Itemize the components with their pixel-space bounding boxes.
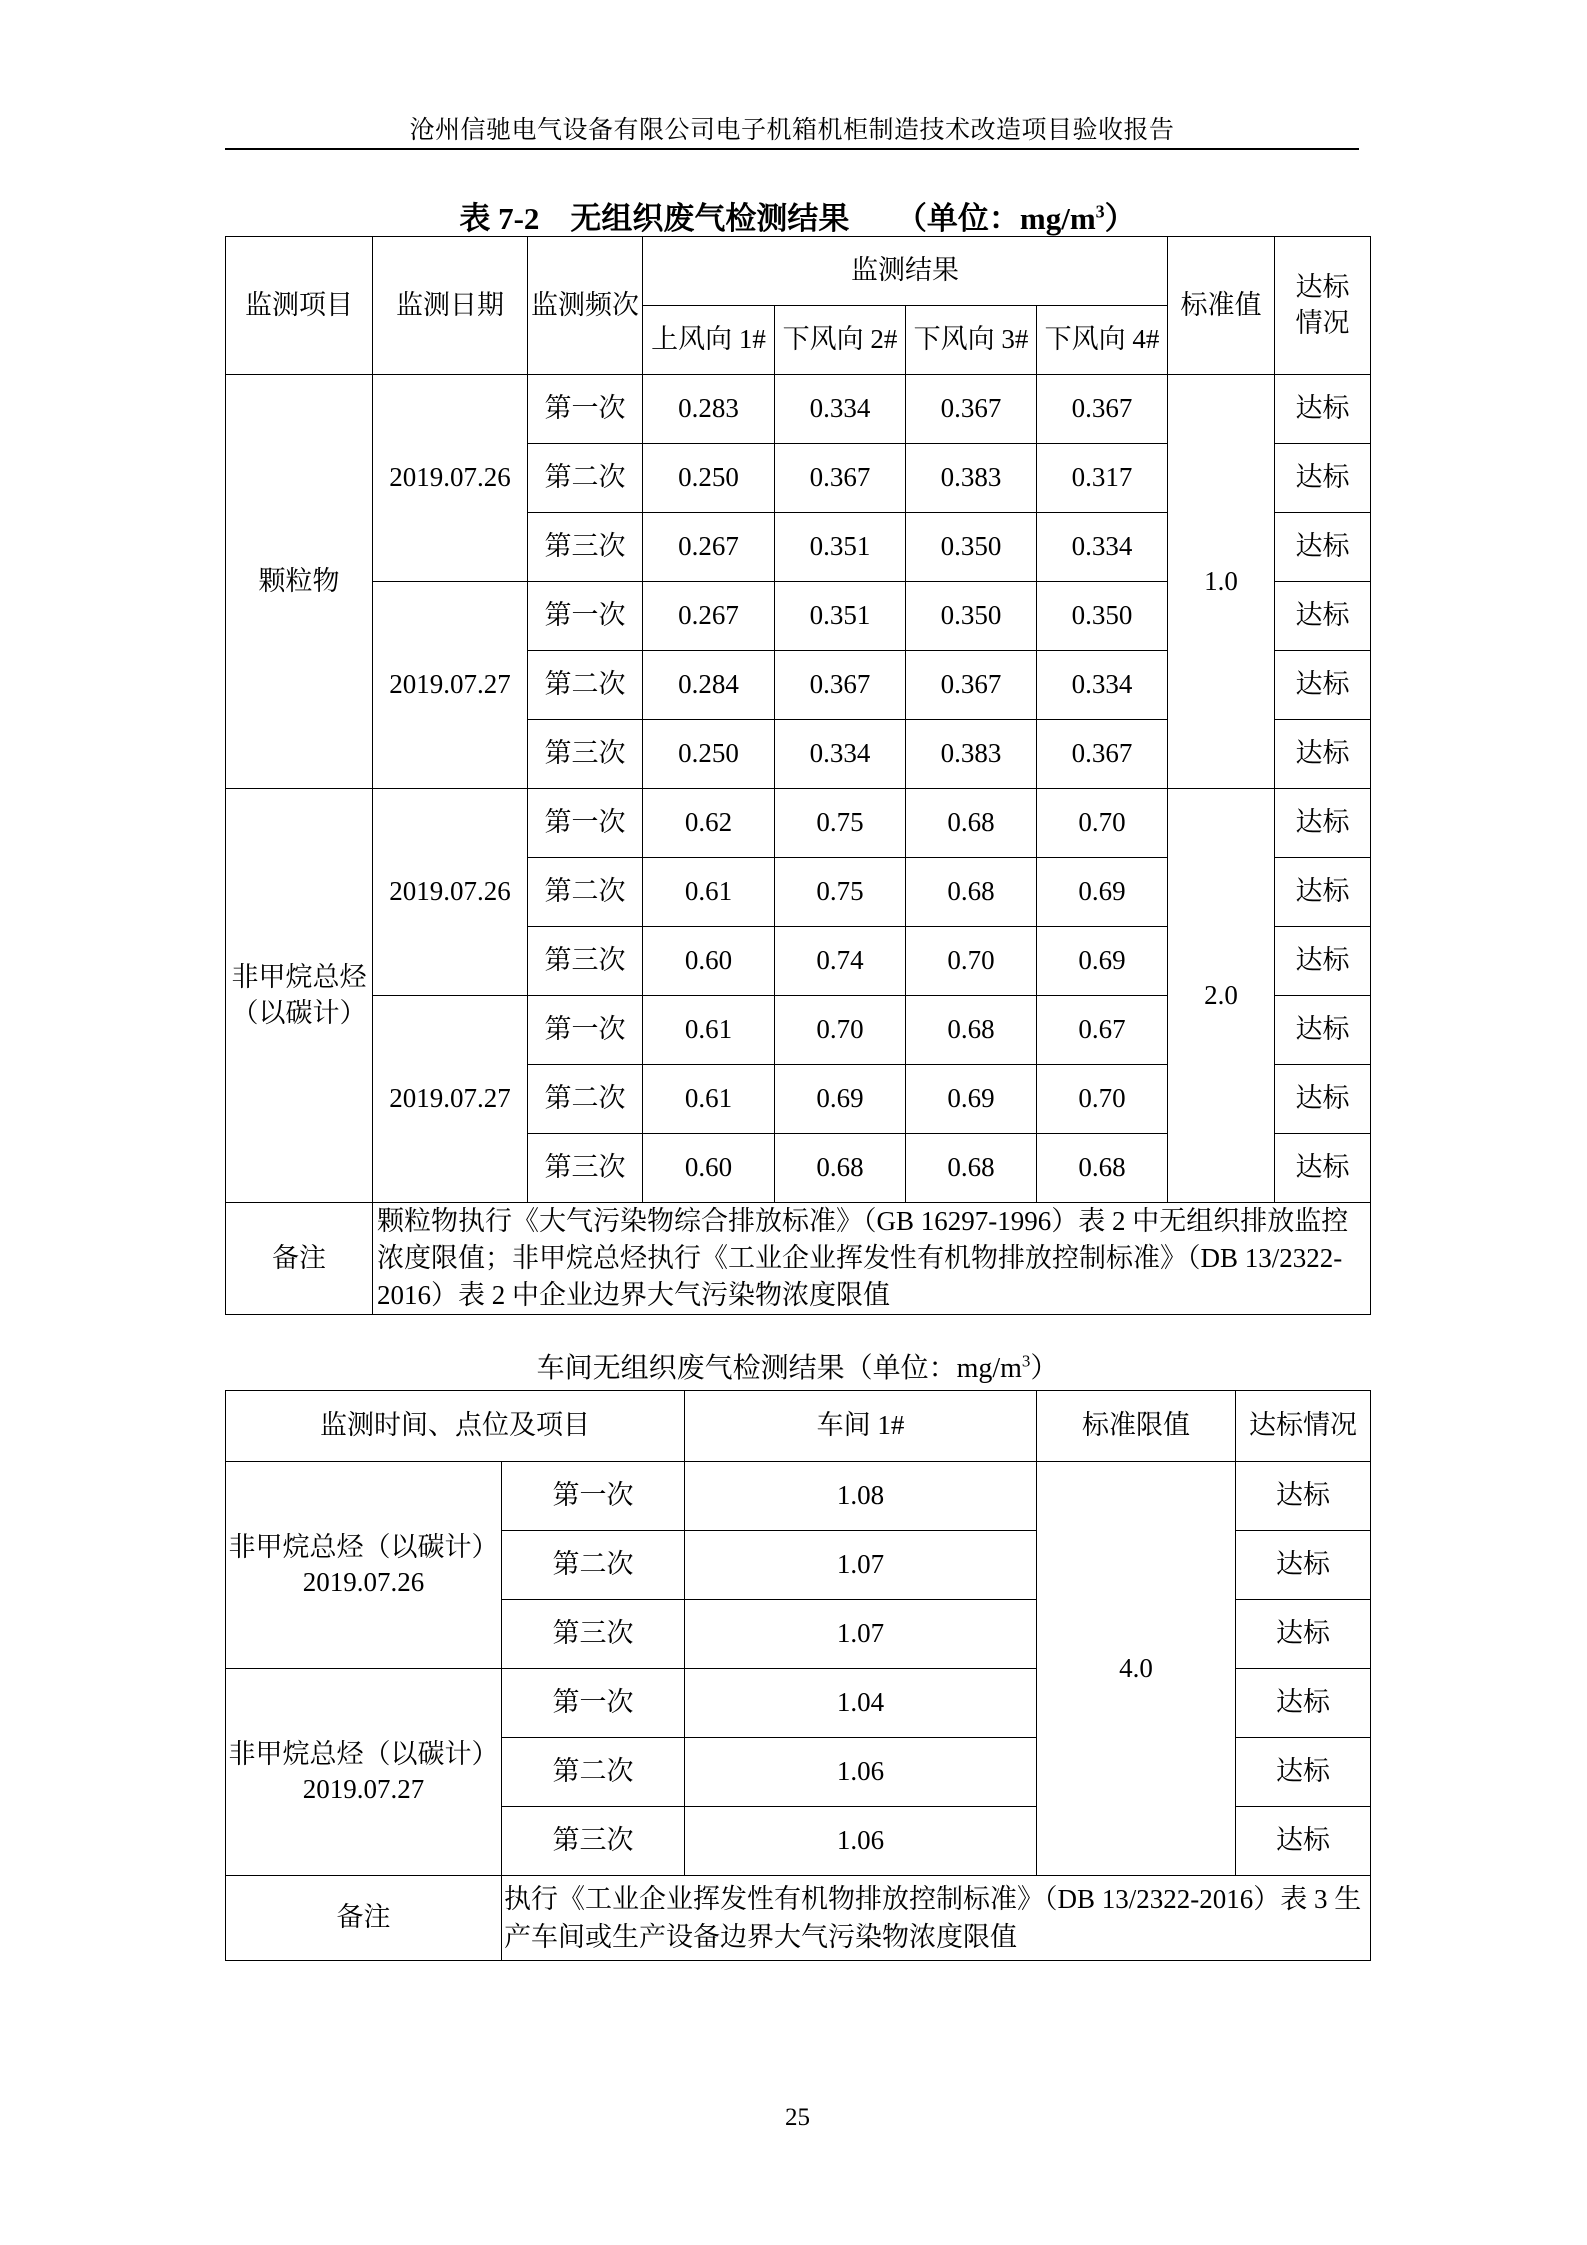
frequency-cell: 第一次 [528,582,643,651]
value-cell: 0.350 [1037,582,1168,651]
value-cell: 0.383 [906,720,1037,789]
value-cell: 0.334 [1037,513,1168,582]
page-header: 沧州信驰电气设备有限公司电子机箱机柜制造技术改造项目验收报告 [409,117,1175,144]
frequency-cell: 第三次 [502,1600,685,1669]
value-cell: 1.06 [685,1807,1037,1876]
frequency-cell: 第二次 [502,1531,685,1600]
value-cell: 0.67 [1037,996,1168,1065]
value-cell: 0.351 [775,582,906,651]
value-cell: 0.283 [643,375,775,444]
header-frequency: 监测频次 [528,237,643,375]
header-date: 监测日期 [373,237,528,375]
status-cell: 达标 [1275,1065,1371,1134]
header-status: 达标情况 [1275,237,1371,375]
value-cell: 0.68 [906,858,1037,927]
status-cell: 达标 [1275,444,1371,513]
status-cell: 达标 [1275,996,1371,1065]
monitoring-item-cell: 颗粒物 [226,375,373,789]
monitoring-item: 非甲烷总烃（以碳计） [228,1738,499,1769]
status-cell: 达标 [1236,1462,1371,1531]
value-cell: 0.68 [906,789,1037,858]
value-cell: 1.07 [685,1600,1037,1669]
frequency-cell: 第二次 [502,1738,685,1807]
frequency-cell: 第一次 [528,375,643,444]
frequency-cell: 第三次 [528,720,643,789]
status-cell: 达标 [1275,1134,1371,1203]
table-row [226,789,1371,858]
value-cell: 0.69 [775,1065,906,1134]
value-cell: 0.61 [643,1065,775,1134]
status-cell: 达标 [1275,513,1371,582]
monitoring-date: 2019.07.26 [302,1567,425,1597]
item-date-cell [226,1462,502,1669]
frequency-cell: 第三次 [528,927,643,996]
monitoring-date-cell: 2019.07.26 [373,789,528,996]
table2-caption-close: ） [1030,1353,1059,1384]
status-cell: 达标 [1275,582,1371,651]
header-standard: 标准值 [1168,237,1275,375]
value-cell: 0.284 [643,651,775,720]
monitoring-date: 2019.07.27 [302,1774,425,1804]
value-cell: 0.383 [906,444,1037,513]
value-cell: 0.367 [775,444,906,513]
value-cell: 1.04 [685,1669,1037,1738]
standard-value-cell: 2.0 [1168,789,1275,1203]
header-result: 监测结果 [643,237,1168,306]
item-date-cell [226,1669,502,1876]
status-cell: 达标 [1275,375,1371,444]
header-item: 监测时间、点位及项目 [226,1391,685,1462]
frequency-cell: 第三次 [502,1807,685,1876]
value-cell: 0.61 [643,996,775,1065]
value-cell: 0.350 [906,513,1037,582]
status-cell: 达标 [1275,927,1371,996]
value-cell: 0.367 [775,651,906,720]
status-cell: 达标 [1275,858,1371,927]
value-cell: 0.60 [643,1134,775,1203]
value-cell: 0.61 [643,858,775,927]
value-cell: 0.70 [1037,789,1168,858]
value-cell: 0.334 [775,720,906,789]
frequency-cell: 第二次 [528,651,643,720]
note-text: 颗粒物执行《大气污染物综合排放标准》（GB 16297-1996）表 2 中无组织排放监控浓度限值；非甲烷总烃执行《工业企业挥发性有机物排放控制标准》（DB 13/2322-2016）表 2 中企业边界大气污染物浓度限值 [373,1203,1371,1315]
table2-caption [225,1346,1370,1386]
value-cell: 1.08 [685,1462,1037,1531]
note-row [226,1203,1371,1315]
table2-caption-text: 车间无组织废气检测结果（单位：mg/m [536,1353,1022,1384]
value-cell: 0.69 [1037,927,1168,996]
page-number: 25 [785,2104,810,2131]
table-row [226,1462,1371,1531]
note-row [226,1876,1371,1961]
table1-header-row [226,237,1371,306]
value-cell: 0.68 [906,996,1037,1065]
frequency-cell: 第一次 [528,789,643,858]
value-cell: 0.75 [775,858,906,927]
value-cell: 0.317 [1037,444,1168,513]
value-cell: 0.351 [775,513,906,582]
value-cell: 0.70 [775,996,906,1065]
value-cell: 0.367 [906,375,1037,444]
value-cell: 0.69 [906,1065,1037,1134]
header-point-2: 下风向 2# [775,306,906,375]
header-standard: 标准限值 [1037,1391,1236,1462]
value-cell: 0.367 [1037,720,1168,789]
status-cell: 达标 [1275,651,1371,720]
status-cell: 达标 [1236,1531,1371,1600]
value-cell: 1.06 [685,1738,1037,1807]
note-label: 备注 [226,1876,502,1961]
monitoring-date-cell: 2019.07.27 [373,996,528,1203]
value-cell: 0.75 [775,789,906,858]
value-cell: 0.250 [643,444,775,513]
frequency-cell: 第一次 [502,1669,685,1738]
value-cell: 0.68 [775,1134,906,1203]
standard-limit-cell: 4.0 [1037,1462,1236,1876]
note-text: 执行《工业企业挥发性有机物排放控制标准》（DB 13/2322-2016）表 3 生产车间或生产设备边界大气污染物浓度限值 [502,1876,1371,1961]
value-cell: 0.70 [1037,1065,1168,1134]
value-cell: 0.267 [643,582,775,651]
status-cell: 达标 [1236,1738,1371,1807]
table1-caption-text: 表 7-2 无组织废气检测结果 （单位：mg/m [459,201,1096,236]
table-row [226,375,1371,444]
monitoring-item-cell: 非甲烷总烃（以碳计） [226,789,373,1203]
frequency-cell: 第二次 [528,858,643,927]
unorganized-emission-table [225,236,1371,1315]
monitoring-date-cell: 2019.07.26 [373,375,528,582]
frequency-cell: 第一次 [502,1462,685,1531]
frequency-cell: 第一次 [528,996,643,1065]
table1-caption-close: ） [1104,201,1136,236]
value-cell: 0.250 [643,720,775,789]
value-cell: 1.07 [685,1531,1037,1600]
table1-caption-unit-exponent: 3 [1095,201,1105,222]
value-cell: 0.367 [1037,375,1168,444]
note-label: 备注 [226,1203,373,1315]
frequency-cell: 第三次 [528,513,643,582]
header-point-1: 上风向 1# [643,306,775,375]
monitoring-date-cell: 2019.07.27 [373,582,528,789]
value-cell: 0.334 [775,375,906,444]
status-cell: 达标 [1236,1807,1371,1876]
frequency-cell: 第二次 [528,444,643,513]
header-point-3: 下风向 3# [906,306,1037,375]
status-cell: 达标 [1236,1669,1371,1738]
status-cell: 达标 [1275,789,1371,858]
monitoring-item: 非甲烷总烃（以碳计） [228,1531,499,1562]
value-cell: 0.334 [1037,651,1168,720]
header-item: 监测项目 [226,237,373,375]
status-cell: 达标 [1236,1600,1371,1669]
table2-header-row [226,1391,1371,1462]
header-status: 达标情况 [1236,1391,1371,1462]
value-cell: 0.267 [643,513,775,582]
table2-caption-unit-exponent: 3 [1021,1351,1031,1371]
value-cell: 0.69 [1037,858,1168,927]
standard-value-cell: 1.0 [1168,375,1275,789]
value-cell: 0.74 [775,927,906,996]
header-point-4: 下风向 4# [1037,306,1168,375]
frequency-cell: 第二次 [528,1065,643,1134]
value-cell: 0.70 [906,927,1037,996]
value-cell: 0.68 [906,1134,1037,1203]
table1-caption [225,193,1370,238]
value-cell: 0.367 [906,651,1037,720]
value-cell: 0.350 [906,582,1037,651]
workshop-emission-table [225,1390,1371,1961]
status-cell: 达标 [1275,720,1371,789]
value-cell: 0.62 [643,789,775,858]
value-cell: 0.68 [1037,1134,1168,1203]
header-divider [225,148,1359,150]
frequency-cell: 第三次 [528,1134,643,1203]
header-site: 车间 1# [685,1391,1037,1462]
value-cell: 0.60 [643,927,775,996]
